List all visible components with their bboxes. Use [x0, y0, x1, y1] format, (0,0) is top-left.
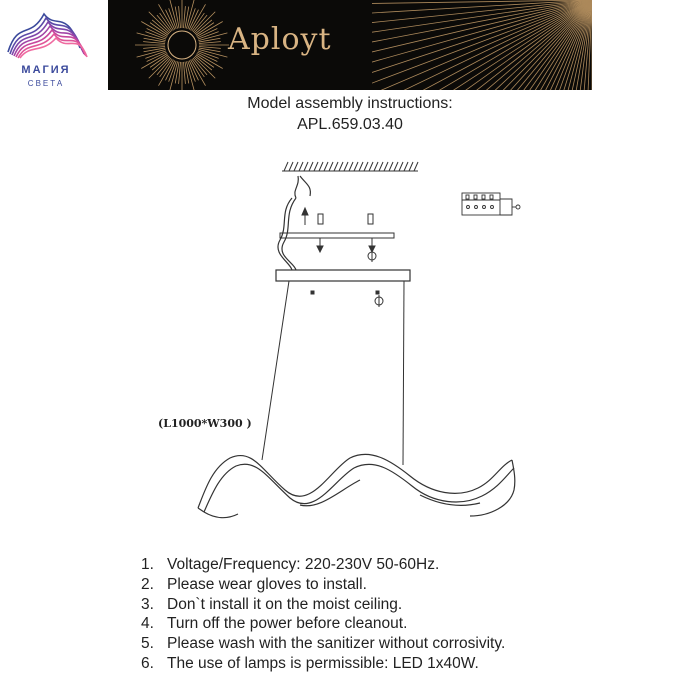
instruction-number: 3.: [141, 595, 154, 613]
wavy-led-luminaire: [198, 454, 515, 517]
instruction-text: Don`t install it on the moist ceiling.: [167, 595, 403, 613]
instruction-number: 5.: [141, 635, 154, 653]
instructions-list: [141, 555, 505, 674]
brand-banner: [108, 0, 592, 90]
instruction-item: [141, 575, 505, 595]
supply-wires: [278, 176, 310, 270]
instruction-item: [141, 634, 505, 654]
model-number: APL.659.03.40: [297, 116, 403, 133]
instruction-text: Please wear gloves to install.: [167, 575, 367, 593]
instruction-text: Turn off the power before cleanout.: [167, 615, 408, 633]
instruction-text: Please wash with the sanitizer without corrosivity.: [167, 635, 506, 653]
brand-name: Aployt: [228, 22, 332, 57]
suspension-cables: [262, 281, 404, 465]
instruction-item: [141, 595, 505, 615]
dimension-label: (L1000*W300 ): [158, 417, 252, 430]
instruction-text: Voltage/Frequency: 220-230V 50-60Hz.: [167, 556, 440, 573]
terminal-block: [462, 193, 520, 215]
instruction-item: [141, 555, 505, 575]
instruction-number: 1.: [141, 556, 154, 573]
page-title: Model assembly instructions:: [247, 95, 453, 112]
instruction-item: [141, 654, 505, 674]
instruction-number: 2.: [141, 575, 154, 593]
logo-text-magiya: МАГИЯ: [21, 64, 71, 76]
mounting-bracket: [280, 208, 394, 262]
decorative-rays: [372, 0, 592, 90]
instruction-number: 6.: [141, 654, 154, 672]
wave-ribbon-icon: [0, 0, 92, 62]
instruction-item: [141, 614, 505, 634]
instruction-number: 4.: [141, 615, 154, 633]
ceiling-hatch: [282, 162, 418, 171]
brand-logo: [0, 0, 100, 100]
logo-text-sveta: СВЕТА: [27, 79, 65, 88]
canopy: [276, 270, 410, 307]
instruction-text: The use of lamps is permissible: LED 1x40W.: [167, 654, 479, 672]
assembly-diagram: [130, 150, 550, 530]
